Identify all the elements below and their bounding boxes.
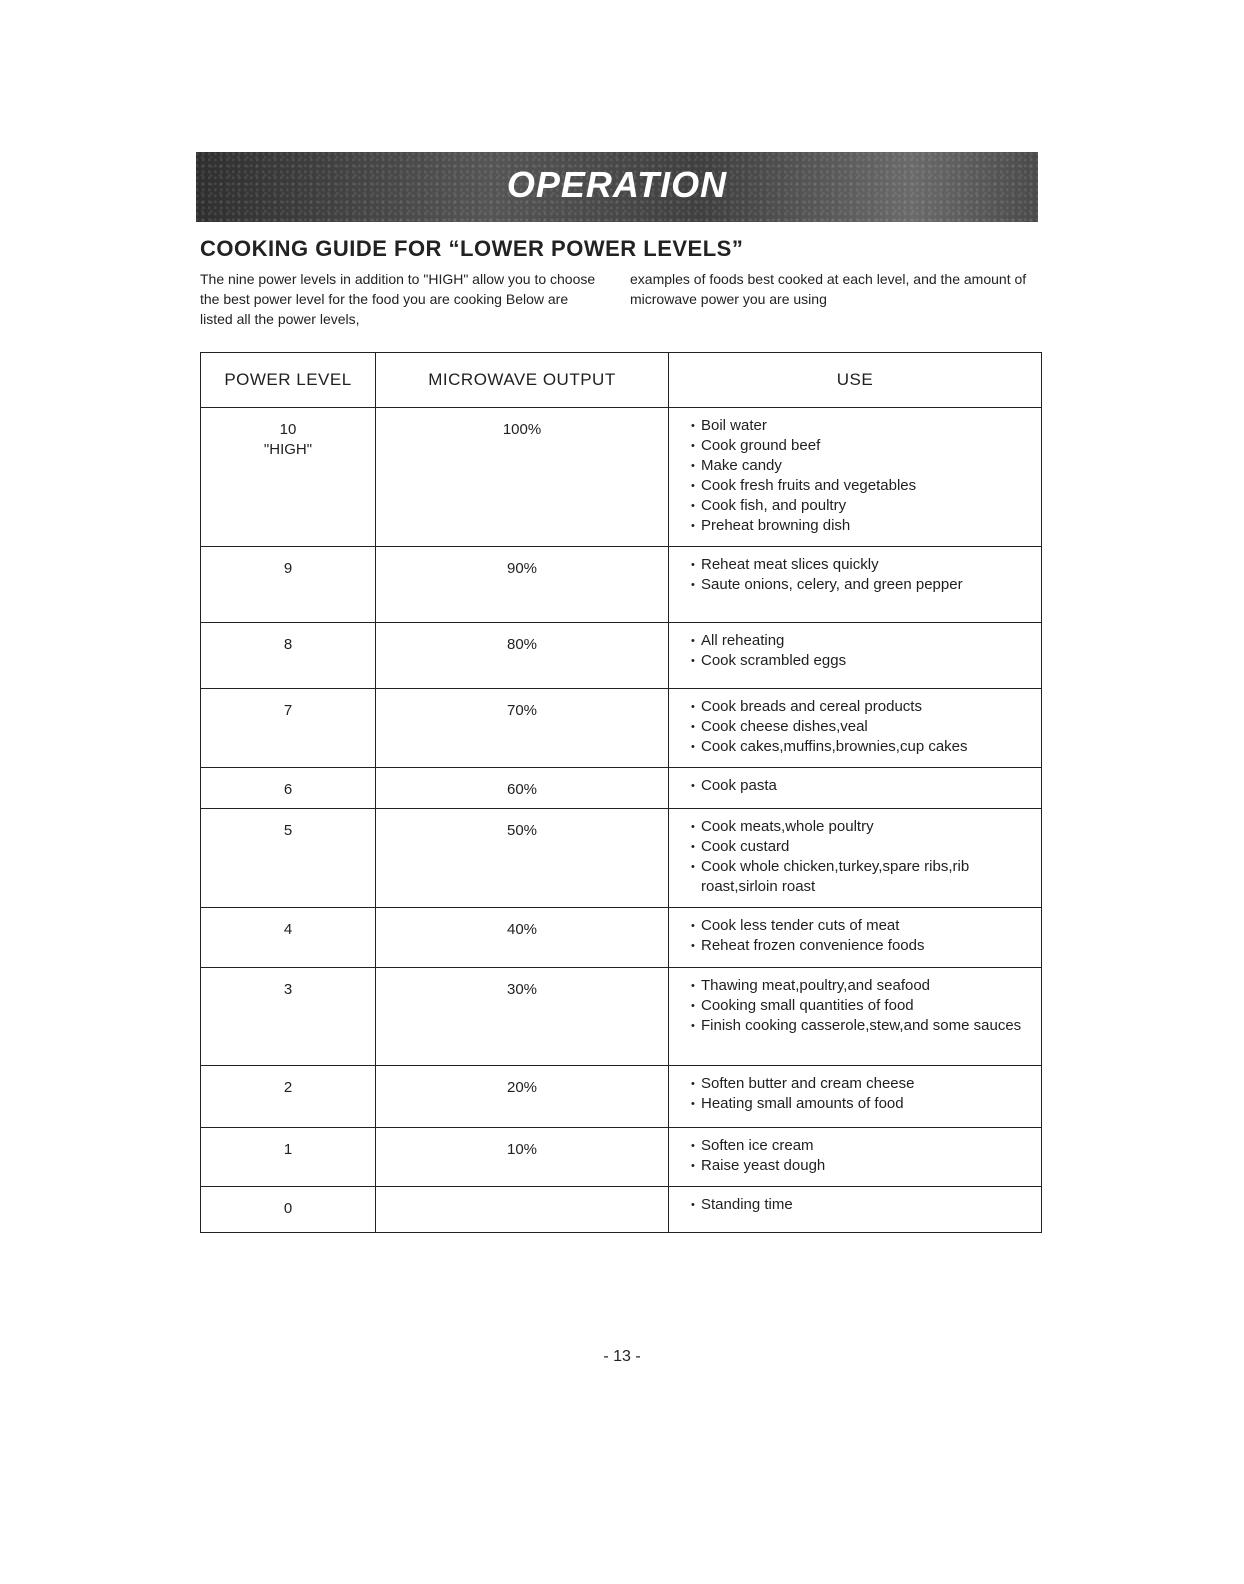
power-level-value: 9 <box>283 560 293 577</box>
use-item: • Cook meats,whole poultry <box>691 817 1031 837</box>
use-list <box>691 976 1031 1036</box>
use-item: • Finish cooking casserole,stew,and some sauces <box>691 1016 1031 1036</box>
power-level-cell <box>201 768 376 809</box>
use-item: • Cook pasta <box>691 776 1031 796</box>
banner-title: OPERATION <box>506 164 728 205</box>
use-list <box>691 1195 1031 1215</box>
power-level-cell <box>201 547 376 623</box>
microwave-output-value: 20% <box>506 1079 538 1096</box>
use-item: • Standing time <box>691 1195 1031 1215</box>
table-row <box>201 689 1042 768</box>
power-level-cell <box>201 1128 376 1187</box>
intro-text-right: examples of foods best cooked at each level, and the amount of microwave power you are using <box>630 271 1027 307</box>
use-item: • Soften ice cream <box>691 1136 1031 1156</box>
use-item: • Raise yeast dough <box>691 1156 1031 1176</box>
use-item: • Cook fresh fruits and vegetables <box>691 476 1031 496</box>
table-row <box>201 547 1042 623</box>
use-cell <box>669 968 1042 1066</box>
microwave-output-cell <box>376 408 669 547</box>
microwave-output-cell <box>376 809 669 908</box>
power-level-cell <box>201 968 376 1066</box>
use-item: • Reheat meat slices quickly <box>691 555 1031 575</box>
microwave-output-value: 80% <box>506 636 538 653</box>
microwave-output-cell <box>376 547 669 623</box>
table-row <box>201 1128 1042 1187</box>
table-row <box>201 809 1042 908</box>
use-cell <box>669 809 1042 908</box>
table-row <box>201 1187 1042 1233</box>
power-level-value: 3 <box>283 981 293 998</box>
use-cell <box>669 908 1042 968</box>
use-item: • Preheat browning dish <box>691 516 1031 536</box>
use-item: • Cook scrambled eggs <box>691 651 1031 671</box>
use-list <box>691 1074 1031 1114</box>
power-level-value: 5 <box>283 822 293 839</box>
power-level-value: 6 <box>283 781 293 798</box>
microwave-output-cell <box>376 623 669 689</box>
microwave-output-cell <box>376 1187 669 1233</box>
use-item: • Make candy <box>691 456 1031 476</box>
use-item: • Cooking small quantities of food <box>691 996 1031 1016</box>
use-item: • Cook fish, and poultry <box>691 496 1031 516</box>
use-list <box>691 1136 1031 1176</box>
use-item: • Cook less tender cuts of meat <box>691 916 1031 936</box>
power-level-cell <box>201 623 376 689</box>
use-list <box>691 555 1031 595</box>
use-item: • Thawing meat,poultry,and seafood <box>691 976 1031 996</box>
microwave-output-value: 70% <box>506 702 538 719</box>
power-level-cell <box>201 1187 376 1233</box>
use-cell <box>669 1128 1042 1187</box>
power-level-value: 4 <box>283 921 293 938</box>
microwave-output-cell <box>376 1066 669 1128</box>
microwave-output-value: 50% <box>506 822 538 839</box>
power-level-cell <box>201 809 376 908</box>
use-cell <box>669 689 1042 768</box>
microwave-output-value: 100% <box>502 421 542 438</box>
microwave-output-value: 60% <box>506 781 538 798</box>
use-item: • Heating small amounts of food <box>691 1094 1031 1114</box>
power-level-cell <box>201 689 376 768</box>
use-list <box>691 916 1031 956</box>
table-body <box>201 408 1042 1233</box>
use-cell <box>669 623 1042 689</box>
section-title: COOKING GUIDE FOR “LOWER POWER LEVELS” <box>200 236 744 261</box>
header-power-level: POWER LEVEL <box>201 353 376 408</box>
use-item: • Boil water <box>691 416 1031 436</box>
use-item: • Cook cheese dishes,veal <box>691 717 1031 737</box>
power-level-value: 10 <box>279 421 297 438</box>
use-list <box>691 631 1031 671</box>
table-row <box>201 1066 1042 1128</box>
page-number: - 13 - <box>603 1348 641 1365</box>
use-item: • Soften butter and cream cheese <box>691 1074 1031 1094</box>
use-cell <box>669 1066 1042 1128</box>
table-row <box>201 968 1042 1066</box>
use-item: • All reheating <box>691 631 1031 651</box>
header-use: USE <box>669 353 1042 408</box>
microwave-output-value: 40% <box>506 921 538 938</box>
microwave-output-value: 30% <box>506 981 538 998</box>
power-level-cell <box>201 1066 376 1128</box>
microwave-output-cell <box>376 768 669 809</box>
power-level-label: "HIGH" <box>263 441 313 458</box>
power-level-cell <box>201 408 376 547</box>
use-item: • Cook breads and cereal products <box>691 697 1031 717</box>
power-level-table <box>200 352 1042 1233</box>
table-row <box>201 623 1042 689</box>
table-header-row <box>201 353 1042 408</box>
microwave-output-cell <box>376 908 669 968</box>
table-row <box>201 768 1042 809</box>
microwave-output-cell <box>376 689 669 768</box>
use-list <box>691 776 1031 796</box>
power-level-value: 1 <box>283 1141 293 1158</box>
use-list <box>691 697 1031 757</box>
microwave-output-value: 90% <box>506 560 538 577</box>
use-item: • Cook whole chicken,turkey,spare ribs,rib roast,sirloin roast <box>691 857 1031 897</box>
power-level-cell <box>201 908 376 968</box>
use-item: • Cook custard <box>691 837 1031 857</box>
use-cell <box>669 1187 1042 1233</box>
use-cell <box>669 408 1042 547</box>
use-item: • Cook cakes,muffins,brownies,cup cakes <box>691 737 1031 757</box>
power-level-value: 0 <box>283 1200 293 1217</box>
use-list <box>691 817 1031 897</box>
operation-banner <box>196 152 1038 222</box>
intro-text-left: The nine power levels in addition to "HIGH" allow you to choose the best power level for the food you are cooking Below are listed all the power levels, <box>200 271 596 327</box>
use-cell <box>669 547 1042 623</box>
power-level-value: 7 <box>283 702 293 719</box>
use-cell <box>669 768 1042 809</box>
table-row <box>201 408 1042 547</box>
use-item: • Cook ground beef <box>691 436 1031 456</box>
use-item: • Reheat frozen convenience foods <box>691 936 1031 956</box>
use-item: • Saute onions, celery, and green pepper <box>691 575 1031 595</box>
power-level-value: 2 <box>283 1079 293 1096</box>
header-microwave-output: MICROWAVE OUTPUT <box>376 353 669 408</box>
power-level-value: 8 <box>283 636 293 653</box>
microwave-output-cell <box>376 1128 669 1187</box>
microwave-output-cell <box>376 968 669 1066</box>
use-list <box>691 416 1031 536</box>
microwave-output-value: 10% <box>506 1141 538 1158</box>
table-row <box>201 908 1042 968</box>
